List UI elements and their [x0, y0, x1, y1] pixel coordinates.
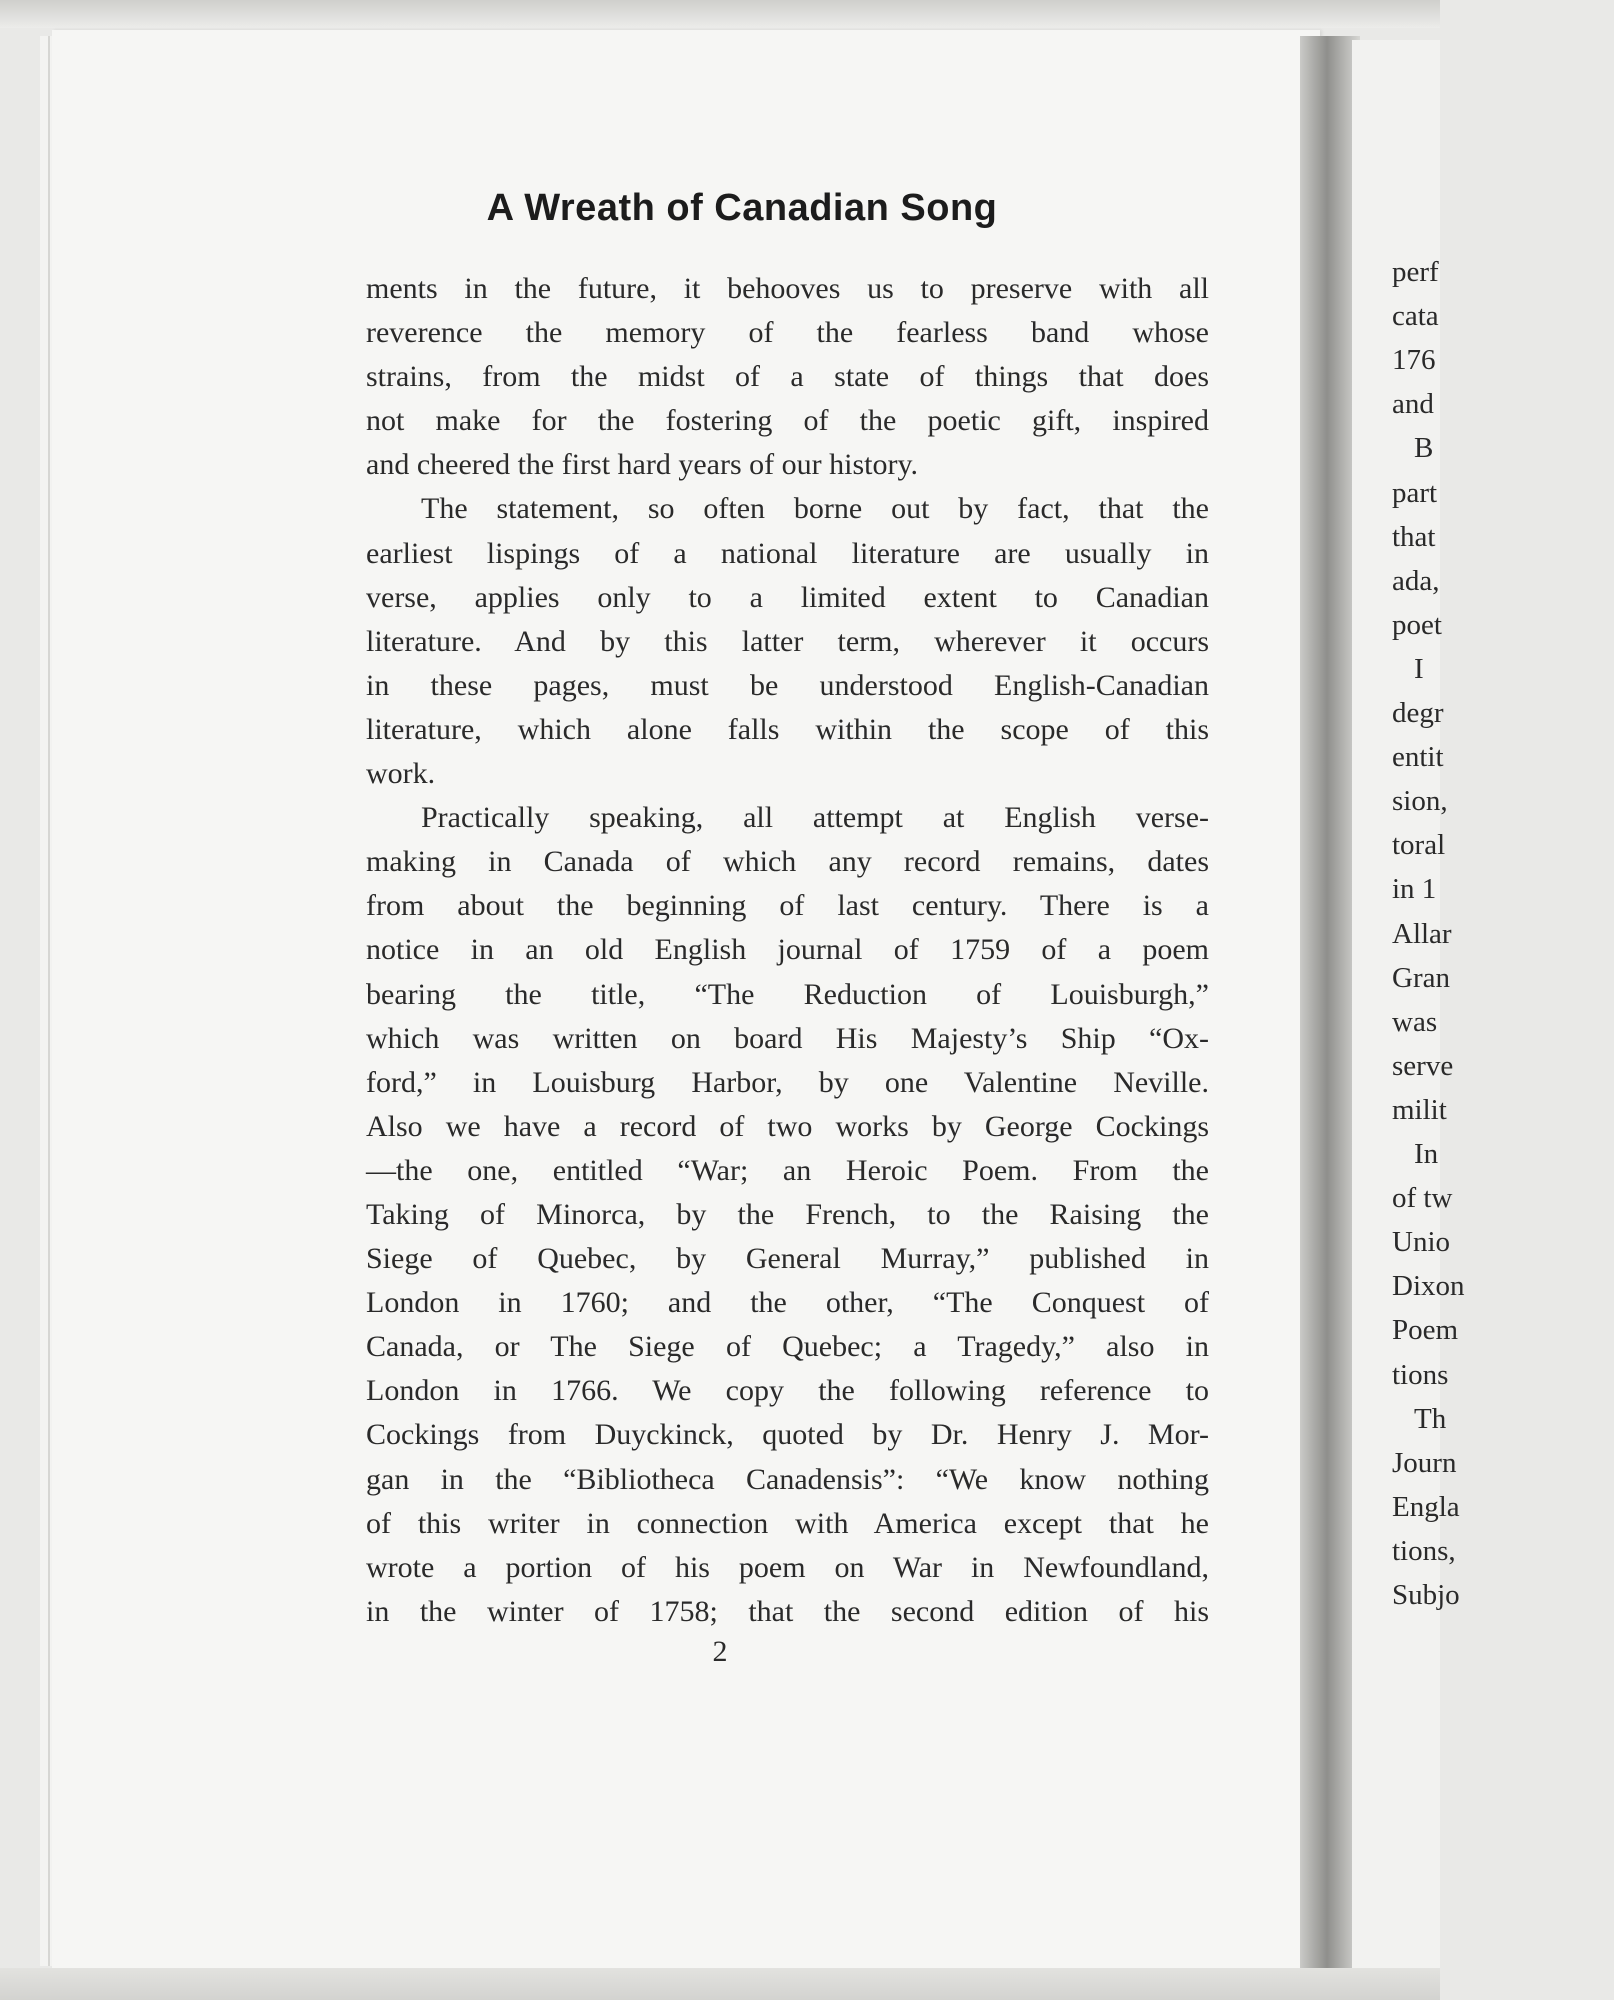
- text-line: ford,” in Louisburg Harbor, by one Valentine Neville.: [366, 1065, 1209, 1099]
- facing-line-fragment: part: [1392, 476, 1438, 509]
- text-line: Cockings from Duyckinck, quoted by Dr. Henry J. Mor-: [366, 1418, 1209, 1452]
- facing-line-fragment: of tw: [1392, 1182, 1453, 1215]
- facing-line-fragment: entit: [1392, 741, 1444, 774]
- facing-line-fragment: was: [1392, 1005, 1438, 1038]
- facing-line-fragment: in 1: [1392, 873, 1437, 906]
- running-heading: A Wreath of Canadian Song: [486, 187, 998, 229]
- facing-line-fragment: Dixon: [1392, 1270, 1465, 1303]
- facing-line-fragment: Unio: [1392, 1226, 1450, 1259]
- facing-line-fragment: toral: [1392, 829, 1446, 862]
- text-line: London in 1766. We copy the following reference to: [366, 1374, 1209, 1408]
- text-line: notice in an old English journal of 1759 of a poem: [366, 933, 1209, 967]
- facing-line-fragment: Gran: [1392, 961, 1450, 994]
- facing-line-fragment: and: [1392, 388, 1434, 421]
- text-line: bearing the title, “The Reduction of Louisburgh,”: [366, 977, 1209, 1011]
- text-line: Also we have a record of two works by George Cockings: [366, 1109, 1209, 1143]
- text-line: strains, from the midst of a state of things that does: [366, 360, 1209, 394]
- facing-line-fragment: poet: [1392, 608, 1442, 641]
- facing-line-fragment: In: [1414, 1138, 1439, 1170]
- facing-line-fragment: that: [1392, 520, 1436, 553]
- facing-line-fragment: sion,: [1392, 785, 1448, 818]
- text-line: and cheered the first hard years of our history.: [366, 448, 919, 482]
- facing-line-fragment: Journ: [1392, 1446, 1457, 1479]
- scan-bottom-edge: [0, 1968, 1440, 2000]
- text-line: London in 1760; and the other, “The Conquest of: [366, 1286, 1209, 1320]
- facing-line-fragment: perf: [1392, 256, 1439, 288]
- facing-line-fragment: B: [1414, 432, 1434, 465]
- text-line: which was written on board His Majesty’s Ship “Ox-: [366, 1021, 1209, 1055]
- facing-page-fragment: [1352, 40, 1465, 1980]
- text-line: earliest lispings of a national literature are usually in: [366, 536, 1209, 570]
- text-line: making in Canada of which any record remains, dates: [366, 845, 1209, 879]
- facing-line-fragment: I: [1414, 652, 1424, 685]
- text-line: literature, which alone falls within the scope of this: [366, 712, 1209, 746]
- text-line: The statement, so often borne out by fact, that the: [421, 492, 1209, 526]
- text-line: —the one, entitled “War; an Heroic Poem. From the: [366, 1153, 1209, 1187]
- facing-line-fragment: 176: [1392, 344, 1436, 377]
- text-line: literature. And by this latter term, wherever it occurs: [366, 624, 1209, 658]
- facing-line-fragment: Engla: [1392, 1490, 1460, 1523]
- facing-line-fragment: degr: [1392, 697, 1444, 729]
- text-line: Practically speaking, all attempt at English verse-: [421, 801, 1209, 835]
- scan-top-edge: [0, 0, 1440, 28]
- text-line: from about the beginning of last century. There is a: [366, 889, 1209, 923]
- text-line: work.: [366, 757, 436, 791]
- text-line: Taking of Minorca, by the French, to the Raising the: [366, 1197, 1209, 1231]
- text-line: ments in the future, it behooves us to preserve with all: [366, 272, 1209, 305]
- facing-line-fragment: Th: [1414, 1402, 1447, 1435]
- text-line: gan in the “Bibliotheca Canadensis”: “We know nothing: [366, 1462, 1209, 1496]
- page-number: 2: [712, 1635, 728, 1668]
- facing-line-fragment: Allar: [1392, 917, 1452, 950]
- facing-line-fragment: serve: [1392, 1049, 1454, 1082]
- facing-line-fragment: tions: [1392, 1358, 1449, 1391]
- body-text: [366, 267, 1209, 1634]
- facing-line-fragment: cata: [1392, 300, 1439, 333]
- text-line: in the winter of 1758; that the second edition of his: [366, 1594, 1209, 1628]
- text-line: Canada, or The Siege of Quebec; a Tragedy,” also in: [366, 1330, 1209, 1364]
- facing-line-fragment: milit: [1392, 1093, 1447, 1126]
- text-line: wrote a portion of his poem on War in Newfoundland,: [366, 1550, 1209, 1584]
- facing-line-fragment: Poem: [1392, 1314, 1459, 1347]
- text-line: of this writer in connection with America except that he: [366, 1506, 1209, 1540]
- text-line: Siege of Quebec, by General Murray,” published in: [366, 1242, 1209, 1276]
- facing-line-fragment: tions,: [1392, 1534, 1456, 1567]
- text-line: not make for the fostering of the poetic gift, inspired: [366, 404, 1209, 438]
- facing-line-fragment: Subjo: [1392, 1579, 1460, 1611]
- text-line: reverence the memory of the fearless band whose: [366, 316, 1209, 350]
- facing-line-fragment: ada,: [1392, 564, 1440, 597]
- text-line: in these pages, must be understood English-Canadian: [366, 668, 1209, 702]
- text-line: verse, applies only to a limited extent to Canadian: [366, 580, 1209, 614]
- book-gutter: [1300, 36, 1360, 1976]
